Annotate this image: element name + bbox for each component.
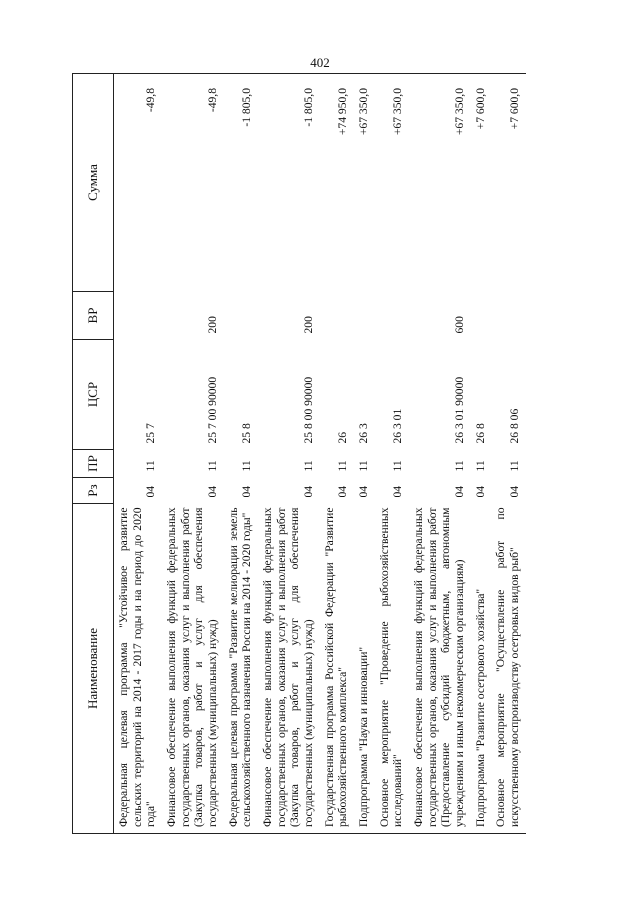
row-name: Финансовое обеспечение выполнения функций федеральных государственных органов, оказания услуг и выполнения работ (Закупка товаров, работ и услуг для обеспечения государственных (муниципальных) нужд) xyxy=(258,504,320,834)
row-sum: +74 950,0 xyxy=(320,74,354,292)
row-rz: 04 xyxy=(391,485,405,498)
row-sum: +67 350,0 xyxy=(354,74,375,292)
row-name: Основное мероприятие "Проведение рыбохозяйственных исследований" xyxy=(375,504,409,834)
table-row xyxy=(162,74,224,834)
budget-table xyxy=(72,73,526,834)
row-vr xyxy=(114,292,163,340)
row-csr: 26 3 01 xyxy=(391,408,405,444)
row-pr: 11 xyxy=(391,460,405,472)
row-pr: 11 xyxy=(357,460,371,472)
row-vr: 200 xyxy=(302,316,316,334)
row-csr: 25 7 xyxy=(144,423,158,444)
row-csr: 26 3 xyxy=(357,423,371,444)
header-csr: ЦСР xyxy=(73,340,114,450)
header-pr: ПР xyxy=(73,450,114,478)
row-name: Финансовое обеспечение выполнения функций федеральных государственных органов, оказания услуг и выполнения работ (Закупка товаров, работ и услуг для обеспечения государственных (муниципальных) нужд) xyxy=(162,504,224,834)
row-vr xyxy=(375,292,409,340)
row-name: Федеральная целевая программа "Развитие мелиорации земель сельскохозяйственного назначения России на 2014 - 2020 годы" xyxy=(224,504,258,834)
row-pr: 11 xyxy=(302,460,316,472)
row-pr: 11 xyxy=(240,460,254,472)
row-vr: 200 xyxy=(206,316,220,334)
header-rz: Рз xyxy=(73,478,114,504)
row-pr: 11 xyxy=(336,460,350,472)
rotated-table-container xyxy=(72,74,572,834)
row-name: Государственная программа Российской Федерации "Развитие рыбохозяйственного комплекса" xyxy=(320,504,354,834)
row-pr: 11 xyxy=(508,460,522,472)
table-header-row xyxy=(73,74,114,834)
table-row xyxy=(375,74,409,834)
row-csr: 25 7 00 90000 xyxy=(206,376,220,444)
row-vr: 600 xyxy=(453,316,467,334)
row-rz: 04 xyxy=(473,485,487,498)
header-name: Наименование xyxy=(73,504,114,834)
row-pr: 11 xyxy=(453,460,467,472)
table-row xyxy=(354,74,375,834)
row-vr xyxy=(491,292,525,340)
row-sum: -1 805,0 xyxy=(224,74,258,292)
header-sum: Сумма xyxy=(73,74,114,292)
row-name: Финансовое обеспечение выполнения функций федеральных государственных органов, оказания услуг и выполнения работ (Предоставление субсидий бюджетным, автономным учреждениям и иным некоммерческим организациям) xyxy=(409,504,471,834)
row-name: Основное мероприятие "Осуществление работ по искусственному воспроизводству осетровых видов рыб" xyxy=(491,504,525,834)
row-name: Подпрограмма "Развитие осетрового хозяйства" xyxy=(471,504,492,834)
table-row xyxy=(491,74,525,834)
row-rz: 04 xyxy=(336,485,350,498)
page-number: 402 xyxy=(310,55,330,70)
row-pr: 11 xyxy=(144,460,158,472)
row-sum: +7 600,0 xyxy=(471,74,492,292)
row-rz: 04 xyxy=(240,485,254,498)
row-sum: -1 805,0 xyxy=(258,74,320,292)
row-csr: 25 8 00 90000 xyxy=(302,376,316,444)
row-csr: 26 xyxy=(336,431,350,444)
table-row xyxy=(409,74,471,834)
row-vr xyxy=(471,292,492,340)
row-csr: 26 8 xyxy=(473,423,487,444)
row-vr xyxy=(354,292,375,340)
row-rz: 04 xyxy=(453,485,467,498)
row-sum: +7 600,0 xyxy=(491,74,525,292)
table-row xyxy=(320,74,354,834)
row-rz: 04 xyxy=(302,485,316,498)
row-csr: 26 3 01 90000 xyxy=(453,376,467,444)
table-row xyxy=(224,74,258,834)
table-body xyxy=(114,74,526,834)
header-vr: ВР xyxy=(73,292,114,340)
row-vr xyxy=(320,292,354,340)
row-rz: 04 xyxy=(357,485,371,498)
row-sum: -49,8 xyxy=(114,74,163,292)
row-sum: +67 350,0 xyxy=(375,74,409,292)
row-vr xyxy=(224,292,258,340)
table-row xyxy=(471,74,492,834)
row-name: Федеральная целевая программа "Устойчивое развитие сельских территорий на 2014 - 2017 годы и на период до 2020 года" xyxy=(114,504,163,834)
row-sum: +67 350,0 xyxy=(409,74,471,292)
table-row xyxy=(114,74,163,834)
row-csr: 25 8 xyxy=(240,423,254,444)
row-rz: 04 xyxy=(144,485,158,498)
row-name: Подпрограмма "Наука и инновации" xyxy=(354,504,375,834)
row-pr: 11 xyxy=(473,460,487,472)
row-csr: 26 8 06 xyxy=(508,408,522,444)
row-rz: 04 xyxy=(508,485,522,498)
row-rz: 04 xyxy=(206,485,220,498)
row-pr: 11 xyxy=(206,460,220,472)
row-sum: -49,8 xyxy=(162,74,224,292)
table-row xyxy=(258,74,320,834)
